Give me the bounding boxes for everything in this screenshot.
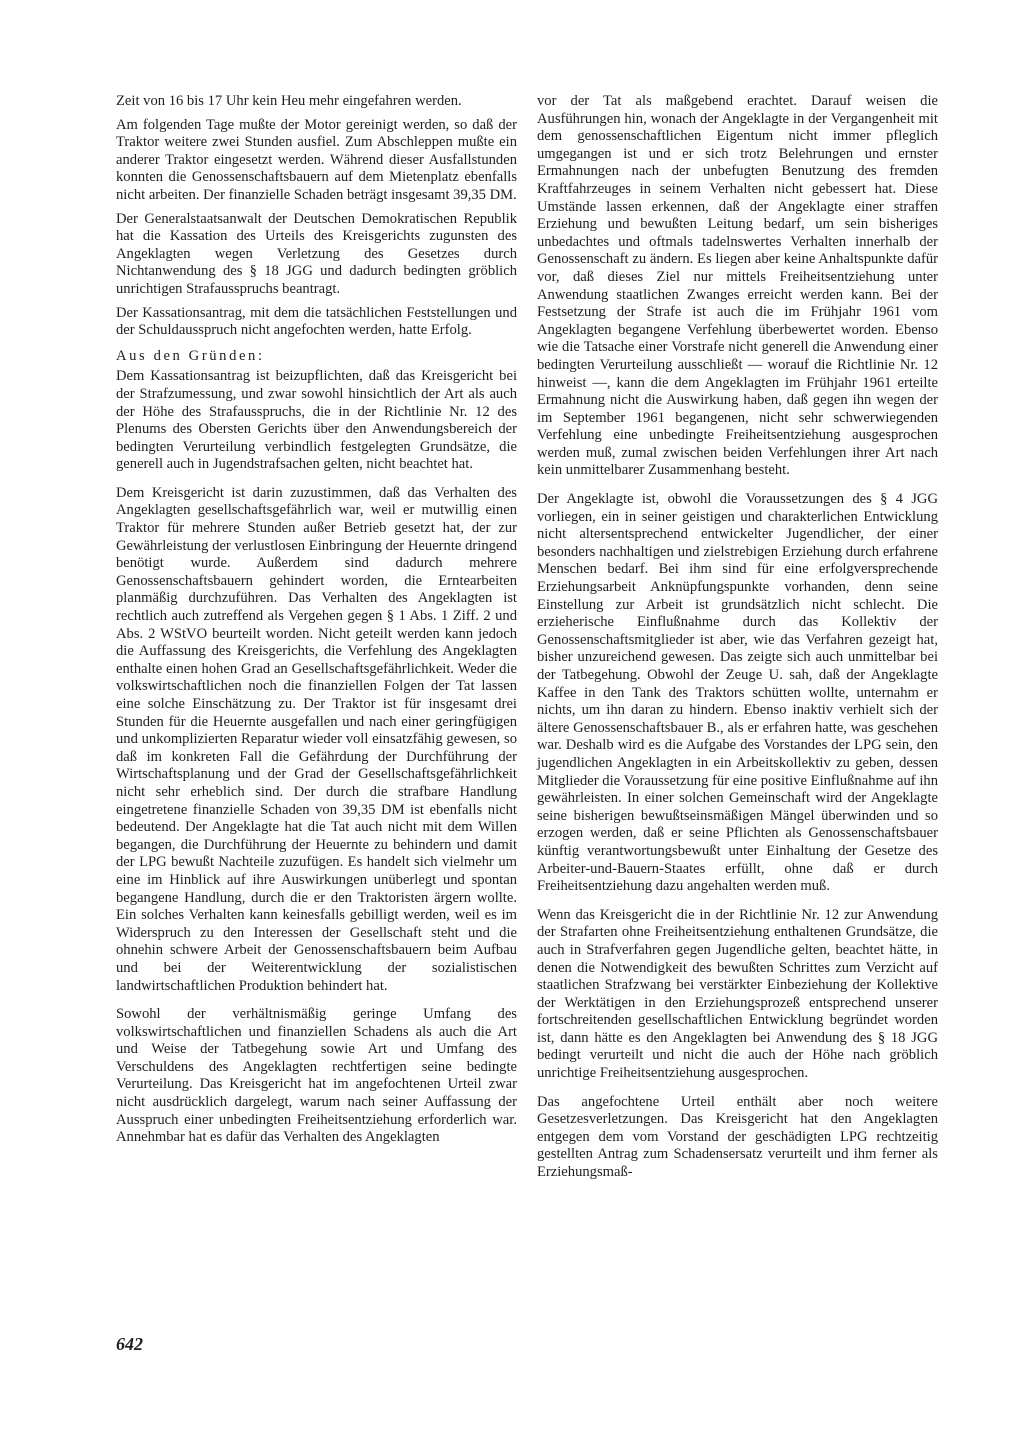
paragraph: Am folgenden Tage mußte der Motor gereinigt werden, so daß der Traktor weitere zwei Stunden ausfiel. Zum Abschleppen mußte ein anderer Traktor eingesetzt werden. Während dieser Ausfallstunden konnten die Genossenschaftsbauern auf dem Mietenplatz ebenfalls nicht arbeiten. Der finanzielle Schaden beträgt insgesamt 39,35 DM. [116,116,517,203]
left-column [116,93,517,1158]
paragraph: vor der Tat als maßgebend erachtet. Darauf weisen die Ausführungen hin, wonach der Angeklagte in der Vergangenheit mit dem genossenschaftlichen Eigentum nicht immer pfleglich umgegangen ist und er sich trotz Belehrungen und ernster Ermahnungen nach der unbefugten Benutzung des fremden Kraftfahrzeuges in seinem Verhalten nicht gebessert hat. Diese Umstände lassen erkennen, daß der Angeklagte einer straffen Erziehung und bewußten Leitung bedarf, um sein bisheriges unbedachtes und oftmals tadelnswertes Verhalten innerhalb der Genossenschaft zu ändern. Es liegen aber keine Anhaltspunkte dafür vor, daß dieses Ziel nur mittels Freiheitsentziehung unter Anwendung staatlichen Zwanges erreicht werden kann. Bei der Festsetzung der Strafe ist auch die im Frühjahr 1961 vom Angeklagten begangene Verfehlung überbewertet worden. Ebenso wie die Tatsache einer Vorstrafe nicht generell die Anwendung einer bedingten Verurteilung ausschließt — worauf die Richtlinie Nr. 12 hinweist —, kann die dem Angeklagten im Frühjahr 1961 erteilte Ermahnung nicht die Auswirkung haben, daß gegen ihn wegen der im September 1961 begangenen, nicht sehr schwerwiegenden Verfehlung eine unbedingte Freiheitsentziehung ausgesprochen werden muß, zumal zwischen beiden Verfehlungen ihrer Art nach kein unmittelbarer Zusammenhang besteht. [537,93,938,479]
paragraph: Dem Kassationsantrag ist beizupflichten, daß das Kreisgericht bei der Strafzumessung, und zwar sowohl hinsichtlich der Art als auch der Höhe des Strafausspruchs, die in der Richtlinie Nr. 12 des Plenums des Obersten Gerichts über den Anwendungsbereich der bedingten Verurteilung verbindlich festgelegten Grundsätze, die generell auch in Jugendstrafsachen gelten, nicht beachtet hat. [116,368,517,473]
paragraph: Sowohl der verhältnismäßig geringe Umfang des volkswirtschaftlichen und finanziellen Schadens als auch die Art und Weise der Tatbegehung sowie Art und Umfang des Verschuldens des Angeklagten rechtfertigen seine bedingte Verurteilung. Das Kreisgericht hat im angefochtenen Urteil zwar nicht ausdrücklich dargelegt, warum nach seiner Auffassung der Ausspruch einer unbedingten Freiheitsentziehung erforderlich war. Annehmbar hat es dafür das Verhalten des Angeklagten [116,1006,517,1146]
paragraph: Zeit von 16 bis 17 Uhr kein Heu mehr eingefahren werden. [116,93,462,109]
paragraph: Wenn das Kreisgericht die in der Richtlinie Nr. 12 zur Anwendung der Strafarten ohne Freiheitsentziehung enthaltenen Grundsätze, die auch in Strafverfahren gegen Jugendliche gelten, beachtet hätte, in denen die Notwendigkeit des bewußten Schrittes zum Verzicht auf staatlichen Strafzwang bei verstärkter Einbeziehung der Kollektive der Werktätigen in den Erziehungsprozeß entsprechend unserer fortschreitenden gesellschaftlichen Entwicklung begründet worden ist, dann hätte es den Angeklagten bei Anwendung des § 18 JGG bedingt verurteilt und nicht die auch der Höhe nach gröblich unrichtige Freiheitsentziehung ausgesprochen. [537,906,938,1082]
page-number: 642 [116,1334,143,1354]
paragraph: Der Angeklagte ist, obwohl die Voraussetzungen des § 4 JGG vorliegen, ein in seiner geistigen und charakterlichen Entwicklung nicht altersentsprechend entwickelter Jugendlicher, der einer besonders nachhaltigen und zielstrebigen Erziehung durch erfahrene Menschen bedarf. Bei ihm sind für eine erfolgversprechende Erziehungsarbeit Anknüpfungspunkte vorhanden, denn seine Einstellung zur Arbeit ist grundsätzlich nicht schlecht. Die erzieherische Einflußnahme durch das Kollektiv der Genossenschaftsmitglieder ist aber, wie das Verfahren gezeigt hat, bisher unzureichend gewesen. Das zeigte sich auch unmittelbar bei der Tatbegehung. Obwohl der Zeuge U. sah, daß der Angeklagte Kaffee in den Tank des Traktors schütten wollte, unternahm er nichts, um ihn daran zu hindern. Ebenso inaktiv verhielt sich der ältere Genossenschaftsbauer B., als er erfahren hatte, was geschehen war. Deshalb wird es die Aufgabe des Vorstandes der LPG sein, den jugendlichen Angeklagten in ein Arbeitskollektiv zu geben, dessen Mitglieder die Voraussetzung für eine positive Einflußnahme auf ihn gewährleisten. In einer solchen Gemeinschaft wird der Angeklagte seine bisherigen bewußtseinsmäßigen Mängel überwinden und so erzogen werden, daß er seine Pflichten als Genossenschaftsbauer künftig verantwortungsbewußt unter Einhaltung der Gesetze des Arbeiter-und-Bauern-Staates erfüllt, ohne daß er durch Freiheitsentziehung dazu angehalten werden muß. [537,491,938,895]
paragraph: Das angefochtene Urteil enthält aber noch weitere Gesetzesverletzungen. Das Kreisgericht hat den Angeklagten entgegen dem vom Vorstand der geschädigten LPG rechtzeitig gestellten Antrag zum Schadensersatz verurteilt und ihm ferner als Erziehungsmaß- [537,1093,938,1181]
paragraph: Der Generalstaatsanwalt der Deutschen Demokratischen Republik hat die Kassation des Urteils des Kreisgerichts zugunsten des Angeklagten wegen Verletzung des Gesetzes durch Nichtanwendung des § 18 JGG und dadurch bedingten gröblich unrichtigen Strafausspruchs beantragt. [116,210,517,297]
paragraph: Dem Kreisgericht ist darin zuzustimmen, daß das Verhalten des Angeklagten gesellschaftsgefährlich war, weil er mutwillig einen Traktor für mehrere Stunden außer Betrieb gesetzt hat, der zur Gewährleistung der verlustlosen Einbringung der Heuernte dringend benötigt wurde. Außerdem sind dadurch mehrere Genossenschaftsbauern gehindert worden, die Erntearbeiten planmäßig durchzuführen. Das Verhalten des Angeklagten ist rechtlich auch zutreffend als Vergehen gegen § 1 Abs. 1 Ziff. 2 und Abs. 2 WStVO beurteilt worden. Nicht geteilt werden kann jedoch die Auffassung des Kreisgerichts, die Verfehlung des Angeklagten enthalte einen hohen Grad an Gesellschaftsgefährlichkeit. Weder die volkswirtschaftlichen noch die finanziellen Folgen der Tat lassen eine solche Einschätzung zu. Der Traktor ist für insgesamt drei Stunden für die Heuernte ausgefallen und nach einer geringfügigen und unkomplizierten Reparatur wieder voll einsatzfähig gewesen, so daß im konkreten Fall die Gefährdung der Durchführung der Wirtschaftsplanung und der Grad der Gesellschaftsgefährlichkeit nicht sehr erheblich sind. Der durch die strafbare Handlung eingetretene finanzielle Schaden von 39,35 DM ist ebenfalls nicht bedeutend. Der Angeklagte hat die Tat auch nicht mit dem Willen begangen, die Durchführung der Heuernte zu behindern und damit der LPG bewußt Nachteile zuzufügen. Es handelt sich vielmehr um eine im Hinblick auf ihre Auswirkungen unüberlegt und spontan begangene Handlung, durch die er den Traktoristen ärgern wollte. Ein solches Verhalten kann keinesfalls gebilligt werden, weil es im Widerspruch zu den Interessen der Gesellschaft steht und die ohnehin schwere Arbeit der Genossenschaftsbauern beim Aufbau und bei der Weiterentwicklung der sozialistischen landwirtschaftlichen Produktion behindert hat. [116,484,517,994]
right-column [537,93,938,1193]
section-heading: Aus den Gründen: [116,347,265,364]
paragraph: Der Kassationsantrag, mit dem die tatsächlichen Feststellungen und der Schuldausspruch nicht angefochten werden, hatte Erfolg. [116,304,517,339]
